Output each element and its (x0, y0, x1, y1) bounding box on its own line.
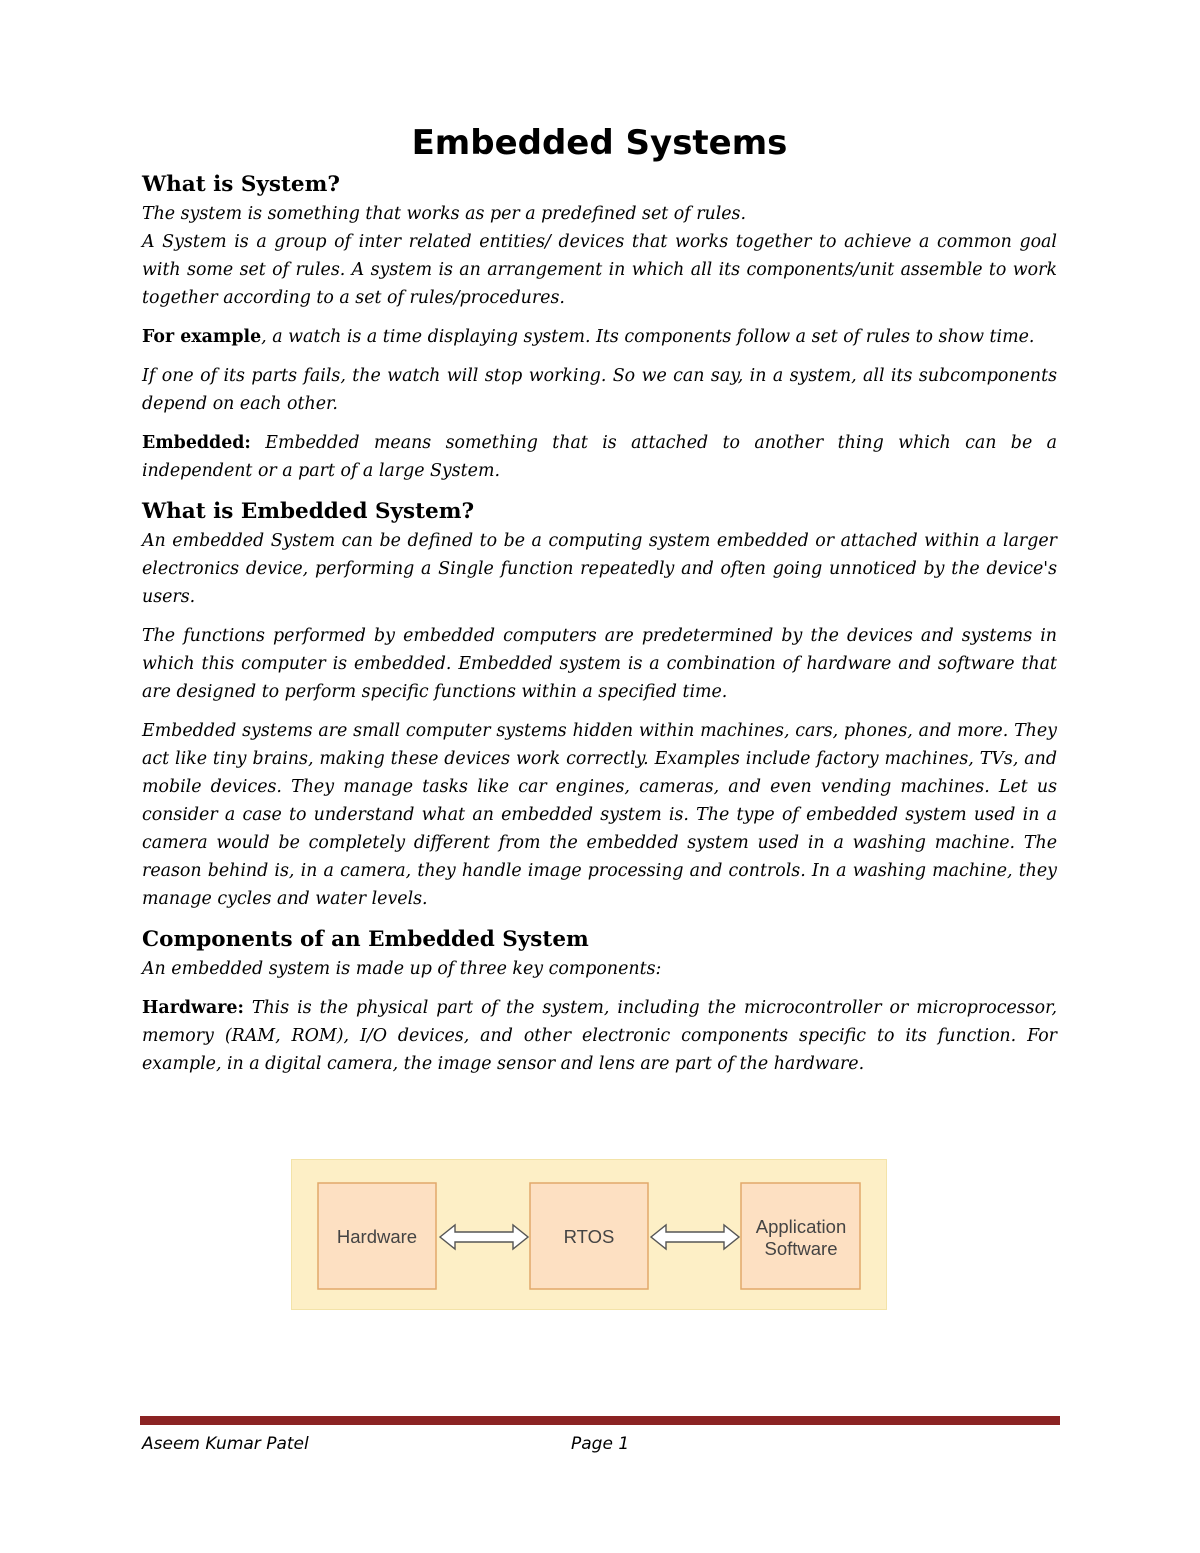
footer-author: Aseem Kumar Patel (142, 1434, 309, 1454)
architecture-diagram (291, 1159, 887, 1310)
system-paragraph-example (142, 323, 1057, 351)
document-title: Embedded Systems (411, 123, 788, 163)
embedded-system-paragraph-1: An embedded System can be defined to be a computing system embedded or attached within a larger electronics device, performing a Single function repeatedly and often going unnoticed by the device's users. (142, 531, 1057, 607)
embedded-lead: Embedded: (142, 433, 251, 453)
footer-page-number: Page 1 (571, 1434, 630, 1454)
embedded-system-paragraph-2: The functions performed by embedded computers are predetermined by the devices and systems in which this computer is embedded. Embedded system is a combination of hardware and software that are designed to perform specific functions within a specified time. (142, 626, 1057, 702)
hardware-box-label: Hardware (336, 1226, 418, 1247)
hardware-text: This is the physical part of the system, including the microcontroller or microprocessor, memory (RAM, ROM), I/O devices, and other electronic components specific to its function. For example, in a digital camera, the image sensor and lens are part of the hardware. (142, 998, 1057, 1074)
heading-components: Components of an Embedded System (142, 927, 589, 952)
hardware-lead: Hardware: (142, 998, 244, 1018)
system-paragraph-1: The system is something that works as per a predefined set of rules. (142, 204, 747, 224)
footer-rule (140, 1416, 1060, 1425)
components-paragraph-1: An embedded system is made up of three key components: (142, 959, 662, 979)
hardware-paragraph (142, 994, 1057, 1078)
architecture-diagram-svg (291, 1159, 887, 1310)
heading-what-is-embedded-system: What is Embedded System? (142, 499, 475, 524)
example-lead: For example (142, 327, 262, 347)
system-paragraph-4: If one of its parts fails, the watch will stop working. So we can say, in a system, all its subcomponents depend on each other. (142, 366, 1057, 414)
document-page (142, 120, 1057, 1078)
embedded-text: Embedded means something that is attached to another thing which can be a independent or a part of a large System. (142, 433, 1057, 481)
heading-what-is-system: What is System? (142, 172, 340, 197)
embedded-definition-paragraph (142, 429, 1057, 485)
application-box-label-line2: Software (764, 1238, 838, 1259)
rtos-box-label: RTOS (563, 1226, 615, 1247)
example-text: , a watch is a time displaying system. Its components follow a set of rules to show time. (261, 327, 1035, 347)
embedded-system-paragraph-3: Embedded systems are small computer systems hidden within machines, cars, phones, and more. They act like tiny brains, making these devices work correctly. Examples include factory machines, TVs, and mobile devices. They manage tasks like car engines, cameras, and even vending machines. Let us consider a case to understand what an embedded system is. The type of embedded system used in a camera would be completely different from the embedded system used in a washing machine. The reason behind is, in a camera, they handle image processing and controls. In a washing machine, they manage cycles and water levels. (142, 721, 1057, 909)
system-paragraph-2: A System is a group of inter related entities/ devices that works together to achieve a common goal with some set of rules. A system is an arrangement in which all its components/unit assemble to work together according to a set of rules/procedures. (142, 232, 1057, 308)
application-box-label-line1: Application (755, 1216, 847, 1237)
